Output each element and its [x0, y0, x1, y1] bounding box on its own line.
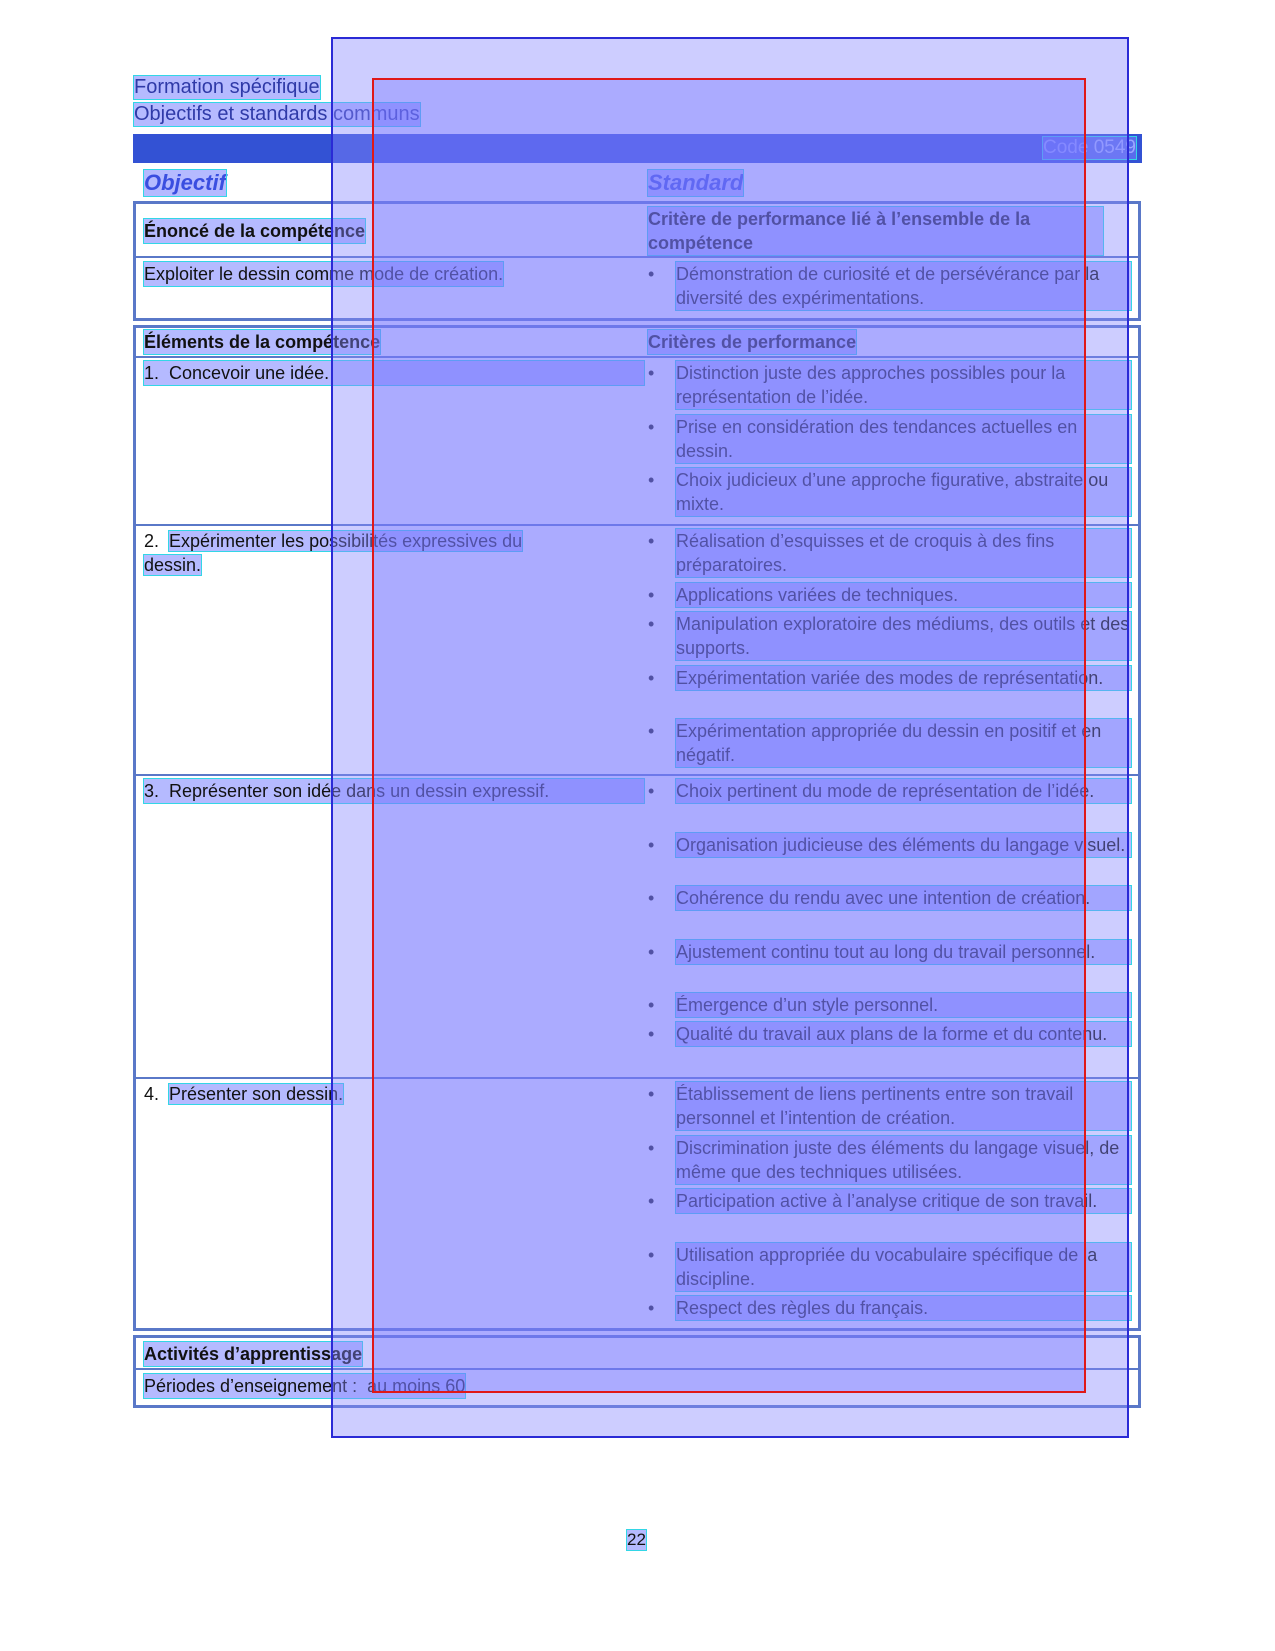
criterion-2-2: • Applications variées de techniques. [648, 583, 1131, 607]
element-4: 4. Présenter son dessin. [144, 1084, 344, 1104]
criterion-2-1: • Réalisation d’esquisses et de croquis à des fins préparatoires. [648, 529, 1131, 577]
element-2: 2. Expérimenter les possibilités expressives du dessin. [144, 531, 523, 575]
page-number: 22 [627, 1530, 646, 1549]
element-3: 3. Représenter son idée dans un dessin expressif. [144, 779, 644, 803]
criterion-1-2: • Prise en considération des tendances actuelles en dessin. [648, 415, 1131, 463]
competence-criteria-label: Critère de performance lié à l’ensemble de la compétence [648, 207, 1103, 255]
column-header-standard: Standard [648, 170, 744, 195]
criterion-4-2: • Discrimination juste des éléments du langage visuel, de même que des techniques utilisées. [648, 1136, 1131, 1184]
criterion-3-3: • Cohérence du rendu avec une intention de création. [648, 886, 1131, 910]
competence-statement: Exploiter le dessin comme mode de création. [144, 264, 504, 284]
criterion-1-3: • Choix judicieux d’une approche figurative, abstraite ou mixte. [648, 468, 1131, 516]
competence-label: Énoncé de la compétence [144, 221, 366, 241]
activities-label: Activités d’apprentissage [144, 1344, 363, 1364]
criterion-4-3: • Participation active à l’analyse critique de son travail. [648, 1189, 1131, 1213]
criterion-1-1: • Distinction juste des approches possibles pour la représentation de l’idée. [648, 361, 1131, 409]
criterion-2-5: • Expérimentation appropriée du dessin en positif et en négatif. [648, 719, 1131, 767]
criterion-3-1: • Choix pertinent du mode de représentation de l’idée. [648, 779, 1131, 803]
elements-criteria-label: Critères de performance [648, 332, 857, 352]
course-code: Code 0549 [1043, 137, 1136, 158]
column-header-objectif: Objectif [144, 170, 226, 195]
elements-label: Éléments de la compétence [144, 332, 381, 352]
competence-criterion: • Démonstration de curiosité et de persévérance par la diversité des expérimentations. [648, 262, 1131, 310]
section-subtitle: Objectifs et standards communs [134, 103, 420, 125]
criterion-4-1: • Établissement de liens pertinents entre son travail personnel et l’intention de création. [648, 1082, 1131, 1130]
criterion-3-2: • Organisation judicieuse des éléments du langage visuel. [648, 833, 1131, 857]
selection-overlay-inner [372, 78, 1086, 1393]
criterion-3-4: • Ajustement continu tout au long du travail personnel. [648, 940, 1131, 964]
criterion-3-5: • Émergence d’un style personnel. [648, 993, 1131, 1017]
section-title: Formation spécifique [134, 76, 320, 98]
teaching-periods: Périodes d’enseignement : au moins 60 [144, 1376, 466, 1396]
criterion-4-5: • Respect des règles du français. [648, 1296, 1131, 1320]
criterion-2-3: • Manipulation exploratoire des médiums, des outils et des supports. [648, 614, 1130, 658]
criterion-4-4: • Utilisation appropriée du vocabulaire spécifique de la discipline. [648, 1243, 1131, 1291]
element-1: 1. Concevoir une idée. [144, 361, 644, 385]
criterion-3-6: • Qualité du travail aux plans de la forme et du contenu. [648, 1022, 1131, 1046]
criterion-2-4: • Expérimentation variée des modes de représentation. [648, 666, 1131, 690]
